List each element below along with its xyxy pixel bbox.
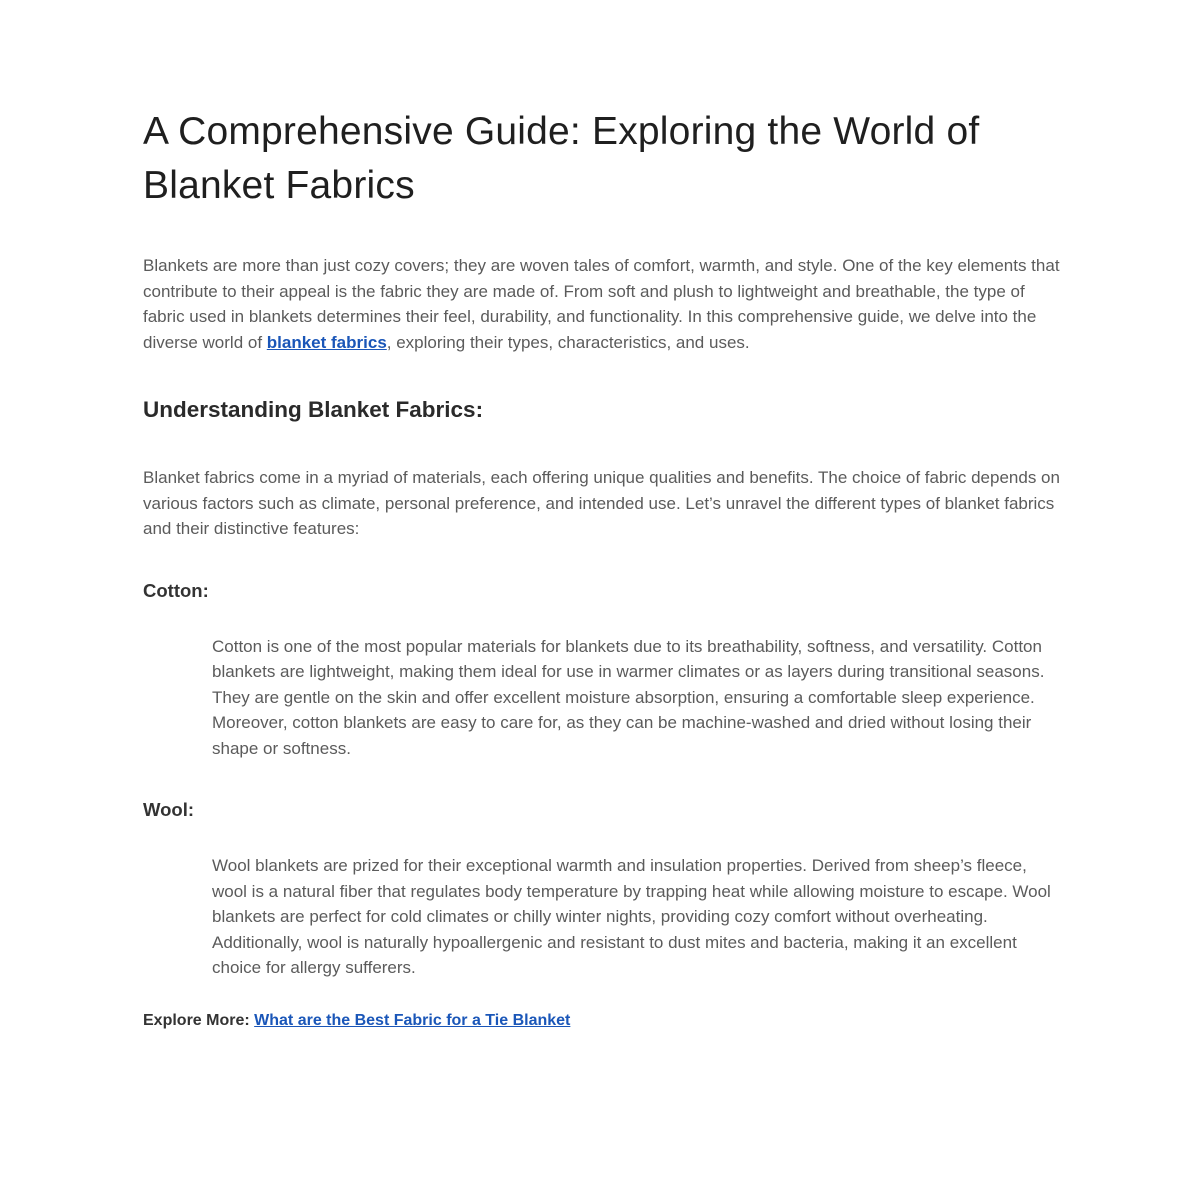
page-title: A Comprehensive Guide: Exploring the World of Blanket Fabrics	[143, 110, 980, 207]
explore-more-label: Explore More:	[143, 1011, 250, 1029]
understanding-heading: Understanding Blanket Fabrics:	[143, 397, 484, 422]
cotton-paragraph: Cotton is one of the most popular materials for blankets due to its breathability, softness, and versatility. Cotton blankets are lightweight, making them ideal for use in warmer climates or as layers during transitional seasons. They are gentle on the skin and offer excellent moisture absorption, ensuring a comfortable sleep experience. Moreover, cotton blankets are easy to care for, as they can be machine-washed and dried without losing their shape or softness.	[212, 636, 1045, 758]
explore-more	[143, 1009, 1060, 1033]
intro-text-before-link: Blankets are more than just cozy covers; they are woven tales of comfort, warmth, and style. One of the key elements that contribute to their appeal is the fabric they are made of. From soft and plush to lightweight and breathable, the type of fabric used in blankets determines their feel, durability, and functionality. In this comprehensive guide, we delve into the diverse world of	[143, 256, 1060, 352]
wool-paragraph: Wool blankets are prized for their exceptional warmth and insulation properties. Derived from sheep’s fleece, wool is a natural fiber that regulates body temperature by trapping heat while allowing moisture to escape. Wool blankets are perfect for cold climates or chilly winter nights, providing cozy comfort without overheating. Additionally, wool is naturally hypoallergenic and resistant to dust mites and bacteria, making it an excellent choice for allergy sufferers.	[212, 856, 1051, 977]
tie-blanket-fabric-link[interactable]: What are the Best Fabric for a Tie Blanket	[254, 1011, 571, 1029]
intro-paragraph	[143, 253, 1060, 355]
intro-text-after-link: , exploring their types, characteristics, and uses.	[386, 332, 750, 352]
understanding-paragraph: Blanket fabrics come in a myriad of materials, each offering unique qualities and benefits. The choice of fabric depends on various factors such as climate, personal preference, and intended use. Let’s unravel the different types of blanket fabrics and their distinctive features:	[143, 468, 1060, 538]
cotton-heading: Cotton:	[143, 579, 209, 601]
blanket-fabrics-link[interactable]: blanket fabrics	[266, 332, 387, 352]
wool-heading: Wool:	[143, 799, 195, 820]
